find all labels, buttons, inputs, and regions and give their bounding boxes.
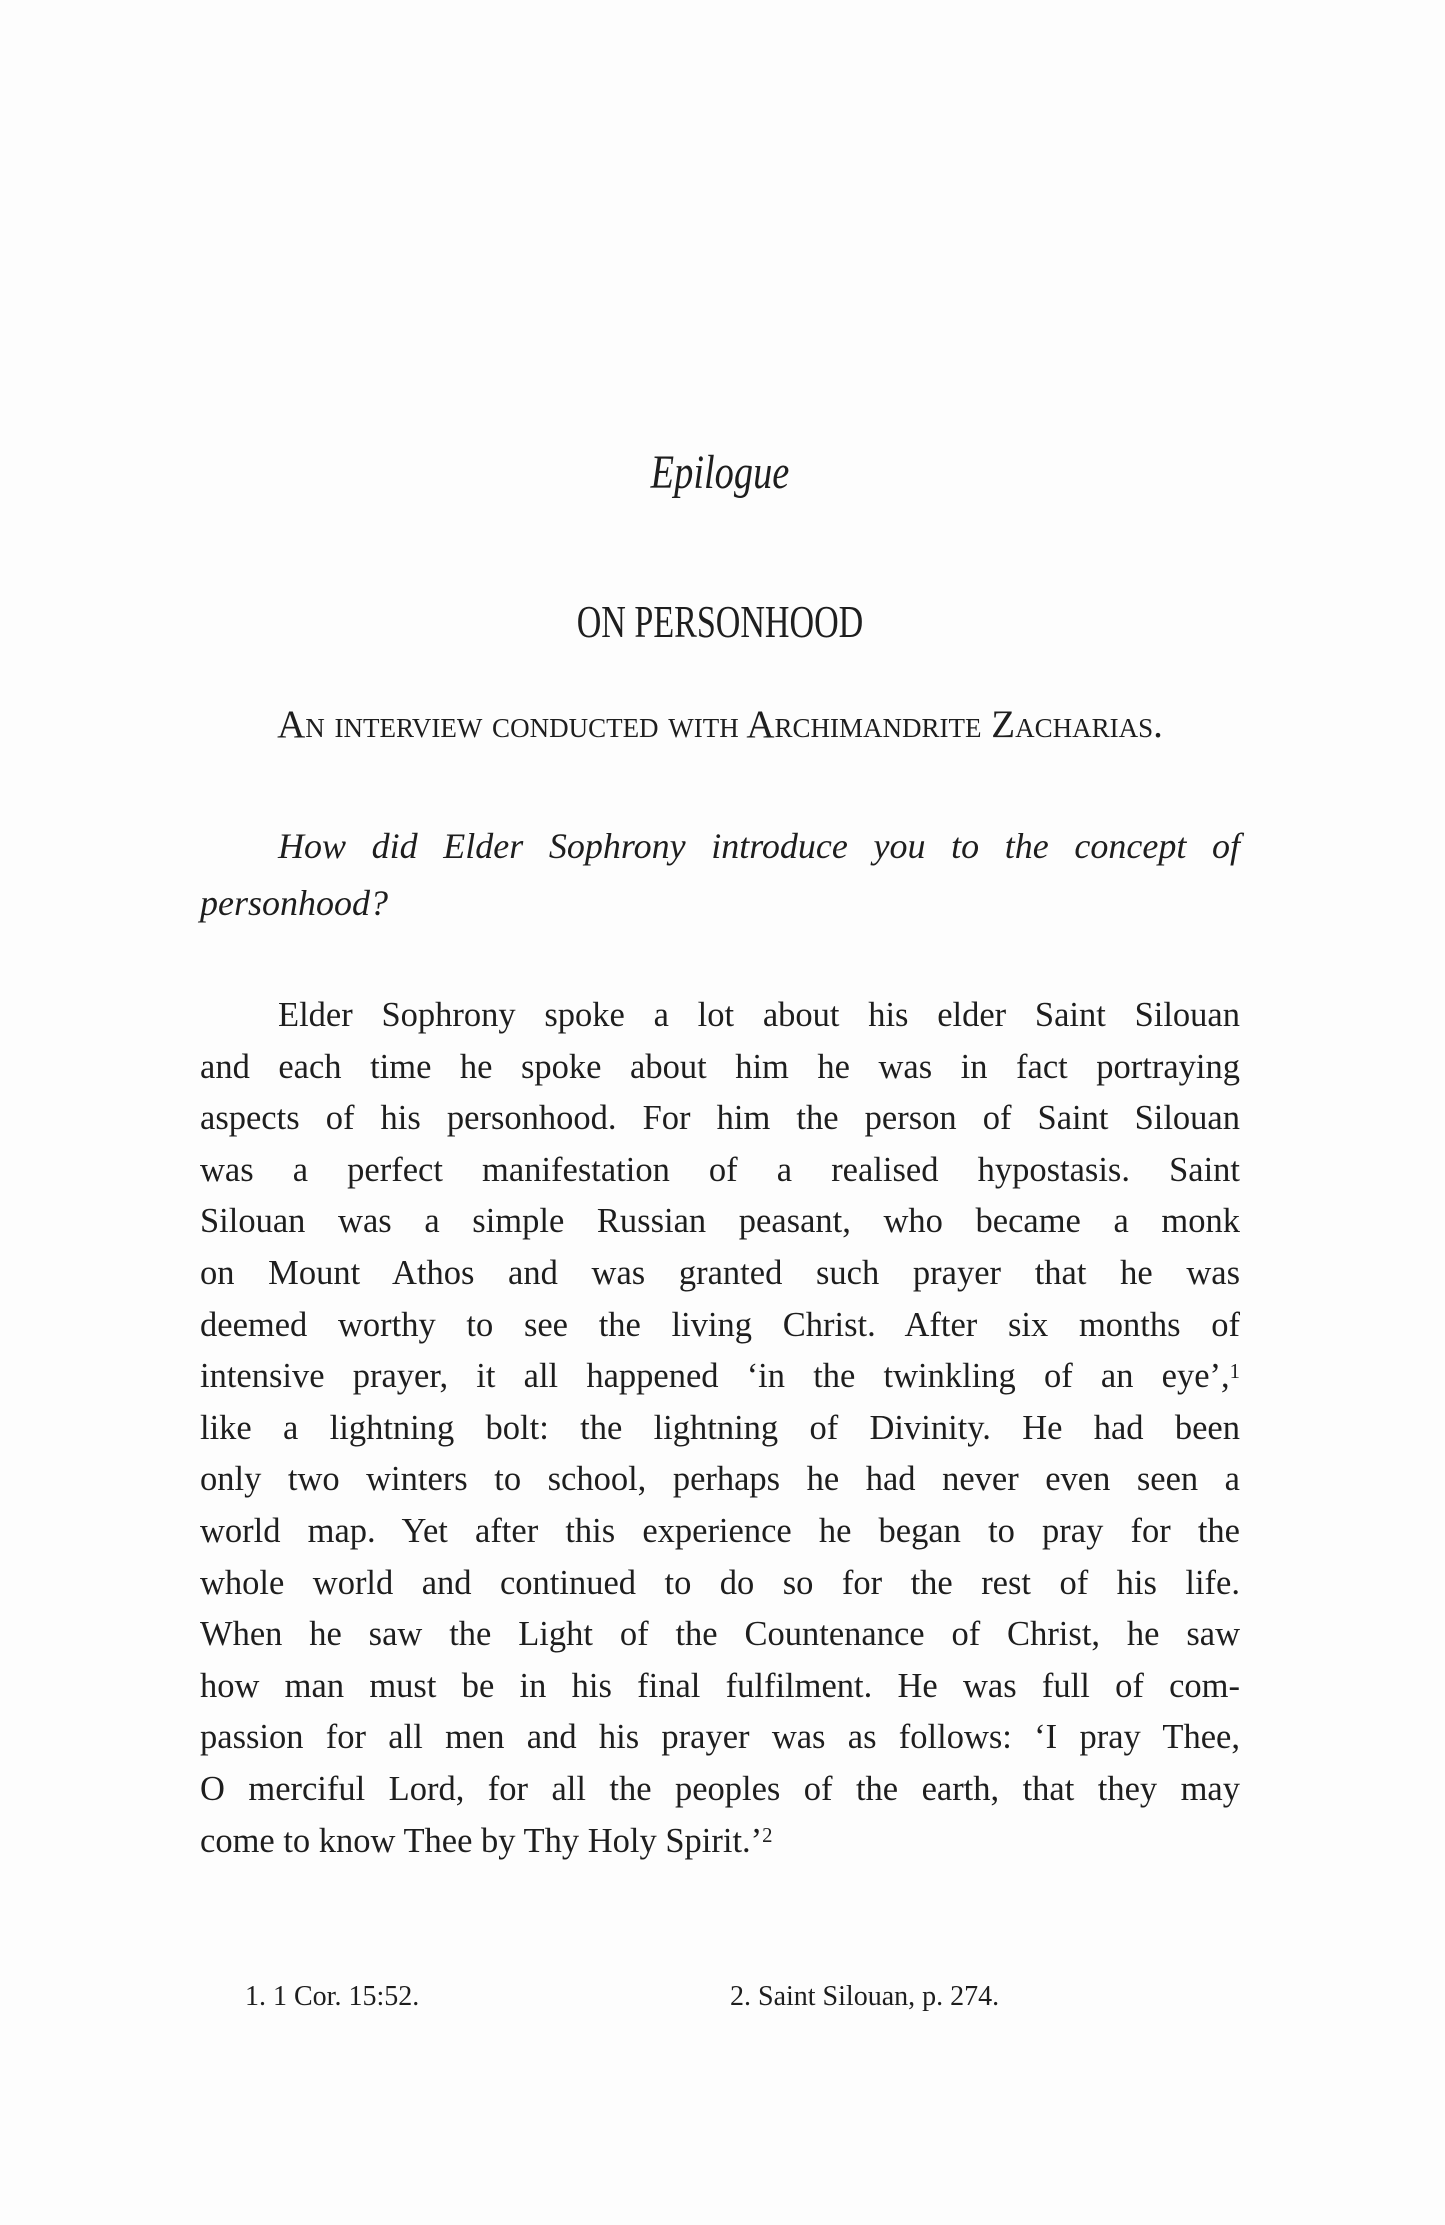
text-line	[200, 1145, 1240, 1197]
text-run: only two winters to school, perhaps he had never even seen a	[200, 1460, 1240, 1499]
text-line	[200, 1248, 1240, 1300]
text-run: 1. 1 Cor. 15:52.	[245, 1981, 420, 2012]
text-run: world map. Yet after this experience he began to pray for the	[200, 1511, 1240, 1550]
text-line	[200, 1506, 1240, 1558]
text-run: passion for all men and his prayer was as follows: ‘I pray Thee,	[200, 1718, 1240, 1757]
text-line	[200, 875, 1240, 932]
footnote-reference: 2	[762, 1825, 773, 1848]
text-run: , p. 274.	[908, 1981, 1000, 2012]
text-run: personhood?	[200, 883, 388, 923]
text-run: How did Elder Sophrony introduce you to the concept of	[278, 826, 1240, 866]
footnote-1	[245, 1972, 419, 2022]
text-line	[200, 1609, 1240, 1661]
text-run: Silouan was a simple Russian peasant, who became a monk	[200, 1202, 1240, 1241]
text-run: 2.	[730, 1981, 758, 2012]
text-run: come to know Thee by Thy Holy Spirit.’	[200, 1821, 763, 1860]
text-line	[200, 1558, 1240, 1610]
text-run: When he saw the Light of the Countenance of Christ, he saw	[200, 1615, 1240, 1654]
interview-byline: An interview conducted with Archimandrite Zacharias.	[277, 703, 1163, 746]
section-heading: ON PERSONHOOD	[576, 596, 864, 647]
text-line	[200, 1093, 1240, 1145]
text-line	[200, 1816, 1240, 1868]
text-line	[200, 1042, 1240, 1094]
text-line	[200, 1196, 1240, 1248]
text-run: was a perfect manifestation of a realised hypostasis. Saint	[200, 1150, 1240, 1189]
text-line	[200, 1403, 1240, 1455]
text-run: whole world and continued to do so for the rest of his life.	[200, 1563, 1240, 1602]
footnote-2	[730, 1972, 999, 2022]
text-line	[200, 1300, 1240, 1352]
text-run: O merciful Lord, for all the peoples of the earth, that they may	[200, 1769, 1240, 1808]
text-run: and each time he spoke about him he was in fact portraying	[200, 1047, 1240, 1086]
text-line	[200, 1351, 1240, 1403]
text-run: Elder Sophrony spoke a lot about his elder Saint Silouan	[278, 996, 1240, 1034]
text-run: on Mount Athos and was granted such prayer that he was	[200, 1253, 1240, 1292]
footnote-reference: 1	[1229, 1360, 1240, 1383]
interview-question	[200, 818, 1240, 932]
text-line	[200, 1764, 1240, 1816]
text-run: deemed worthy to see the living Christ. After six months of	[200, 1305, 1240, 1344]
footnotes-area	[200, 1972, 1240, 2032]
text-run: Saint Silouan	[758, 1981, 909, 2012]
text-column	[200, 0, 1240, 2225]
text-run: aspects of his personhood. For him the person of Saint Silouan	[200, 1099, 1240, 1138]
text-line	[200, 1661, 1240, 1713]
text-line	[200, 818, 1240, 875]
chapter-title: Epilogue	[650, 446, 790, 499]
text-line	[200, 1712, 1240, 1764]
text-line	[200, 990, 1240, 1042]
answer-paragraph	[200, 990, 1240, 1867]
text-run: how man must be in his final fulfilment. He was full of com-	[200, 1666, 1240, 1705]
text-line	[200, 1454, 1240, 1506]
text-run: intensive prayer, it all happened ‘in the twinkling of an eye’,	[200, 1357, 1230, 1396]
text-run: like a lightning bolt: the lightning of Divinity. He had been	[200, 1408, 1240, 1447]
